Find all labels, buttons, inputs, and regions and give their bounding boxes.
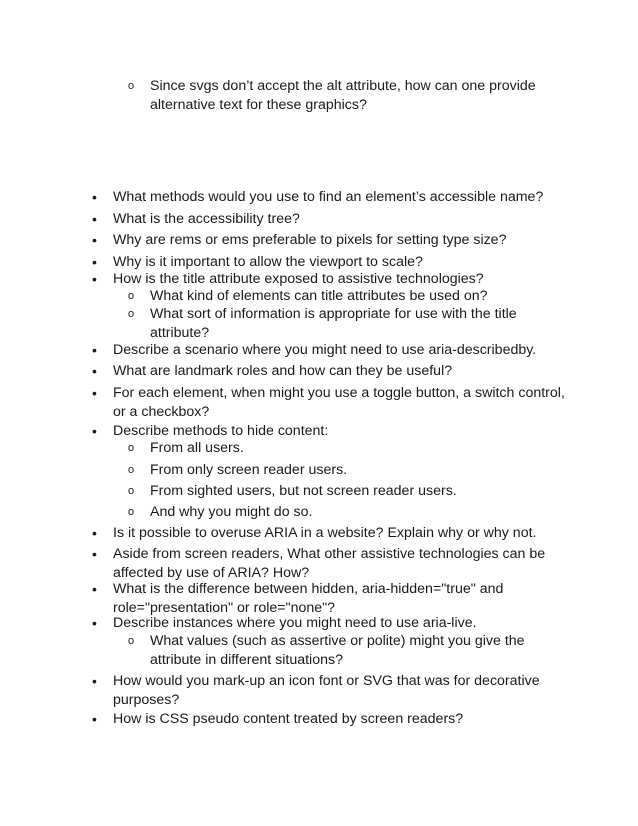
bullet-circle-icon: o (128, 485, 135, 497)
list-item-text: What methods would you use to find an element’s accessible name? (113, 189, 544, 205)
bullet-disc-icon: • (92, 615, 97, 631)
bullet-disc-icon: • (92, 189, 97, 205)
sub-list-item (128, 461, 570, 480)
bullet-disc-icon: • (92, 525, 97, 541)
bullet-circle-icon: o (128, 506, 135, 518)
bullet-disc-icon: • (92, 711, 97, 727)
sub-list-item (128, 503, 570, 522)
sub-list-item (128, 482, 570, 501)
list-item-text: What kind of elements can title attributes be used on? (150, 288, 488, 304)
list-item-text: From sighted users, but not screen reader users. (150, 483, 457, 499)
list-item-text: And why you might do so. (150, 504, 313, 520)
list-item-text: What is the accessibility tree? (113, 211, 300, 227)
list-item (92, 231, 573, 250)
list-item-text: How is the title attribute exposed to assistive technologies? (113, 271, 484, 287)
bullet-disc-icon: • (92, 211, 97, 227)
list-item-text: Why are rems or ems preferable to pixels for setting type size? (113, 232, 507, 248)
bullet-disc-icon: • (92, 342, 97, 358)
list-item-text: What are landmark roles and how can they be useful? (113, 363, 453, 379)
list-item-text: Describe instances where you might need to use aria-live. (113, 615, 477, 631)
sub-list-item (128, 287, 570, 306)
list-item (92, 362, 573, 381)
list-item-text: Describe a scenario where you might need to use aria-describedby. (113, 342, 537, 358)
sub-list-item (128, 632, 570, 670)
list-item (92, 210, 573, 229)
bullet-disc-icon: • (92, 581, 97, 597)
list-item-text: For each element, when might you use a toggle button, a switch control, or a checkbox? (113, 385, 565, 420)
list-item-text: What sort of information is appropriate for use with the title attribute? (150, 306, 517, 341)
list-item (92, 580, 573, 618)
list-item (92, 384, 573, 422)
bullet-disc-icon: • (92, 232, 97, 248)
sub-list-item (128, 305, 570, 343)
sub-list-item (128, 77, 570, 115)
bullet-disc-icon: • (92, 423, 97, 439)
sub-list-item (128, 439, 570, 458)
list-item-text: From all users. (150, 440, 244, 456)
bullet-disc-icon: • (92, 385, 97, 401)
list-item-text: Is it possible to overuse ARIA in a website? Explain why or why not. (113, 525, 537, 541)
list-item-text: Aside from screen readers, What other assistive technologies can be affected by use of ARIA? How? (113, 546, 546, 581)
list-item (92, 614, 573, 633)
list-item-text: What values (such as assertive or polite) might you give the attribute in different situations? (150, 633, 525, 668)
list-item (92, 188, 573, 207)
list-item (92, 545, 573, 583)
bullet-circle-icon: o (128, 635, 135, 647)
list-item-text: How would you mark-up an icon font or SVG that was for decorative purposes? (113, 673, 540, 708)
list-item-text: How is CSS pseudo content treated by screen readers? (113, 711, 464, 727)
bullet-disc-icon: • (92, 673, 97, 689)
list-item-text: Since svgs don’t accept the alt attribute, how can one provide alternative text for these graphics? (150, 78, 536, 113)
bullet-disc-icon: • (92, 546, 97, 562)
bullet-circle-icon: o (128, 308, 135, 320)
bullet-disc-icon: • (92, 271, 97, 287)
bullet-disc-icon: • (92, 254, 97, 270)
bullet-circle-icon: o (128, 464, 135, 476)
list-item (92, 341, 573, 360)
list-item (92, 524, 573, 543)
list-item-text: From only screen reader users. (150, 462, 348, 478)
list-item-text: What is the difference between hidden, aria-hidden="true" and role="presentation" or role="none"? (113, 581, 504, 616)
list-item (92, 672, 573, 710)
bullet-disc-icon: • (92, 363, 97, 379)
bullet-circle-icon: o (128, 80, 135, 92)
list-item-text: Describe methods to hide content: (113, 423, 329, 439)
list-item (92, 710, 573, 729)
bullet-circle-icon: o (128, 290, 135, 302)
bullet-circle-icon: o (128, 442, 135, 454)
list-item-text: Why is it important to allow the viewport to scale? (113, 254, 423, 270)
